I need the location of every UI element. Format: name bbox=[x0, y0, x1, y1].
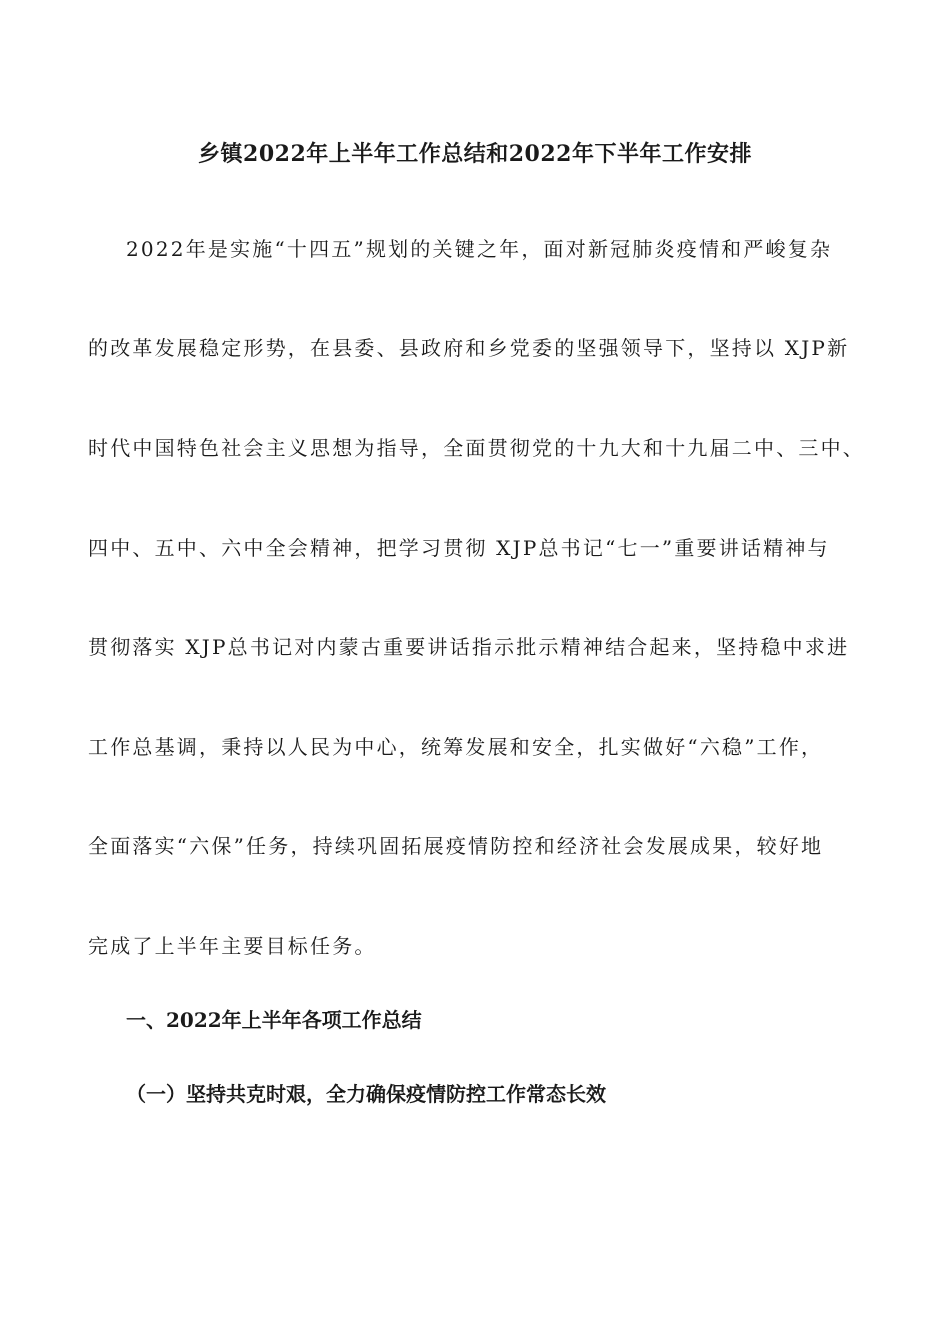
paragraph-line: 贯彻落实 XJP总书记对内蒙古重要讲话指示批示精神结合起来，坚持稳中求进 bbox=[88, 635, 850, 659]
paragraph-line: 四中、五中、六中全会精神，把学习贯彻 XJP总书记“七一”重要讲话精神与 bbox=[88, 536, 830, 560]
paragraph-line: 工作总基调，秉持以人民为中心，统筹发展和安全，扎实做好“六稳”工作， bbox=[88, 735, 824, 759]
paragraph-line: 全面落实“六保”任务，持续巩固拓展疫情防控和经济社会发展成果，较好地 bbox=[88, 834, 824, 858]
document-title: 乡镇2022年上半年工作总结和2022年下半年工作安排 bbox=[198, 141, 752, 167]
paragraph-line: 时代中国特色社会主义思想为指导，全面贯彻党的十九大和十九届二中、三中、 bbox=[88, 436, 865, 460]
section-heading: 一、2022年上半年各项工作总结 bbox=[126, 1008, 422, 1032]
paragraph-line: 完成了上半年主要目标任务。 bbox=[88, 934, 377, 958]
subsection-heading: （一）坚持共克时艰，全力确保疫情防控工作常态长效 bbox=[126, 1082, 606, 1106]
paragraph-line: 2022年是实施“十四五”规划的关键之年，面对新冠肺炎疫情和严峻复杂 bbox=[126, 237, 833, 261]
paragraph-line: 的改革发展稳定形势，在县委、县政府和乡党委的坚强领导下，坚持以 XJP新 bbox=[88, 336, 850, 360]
